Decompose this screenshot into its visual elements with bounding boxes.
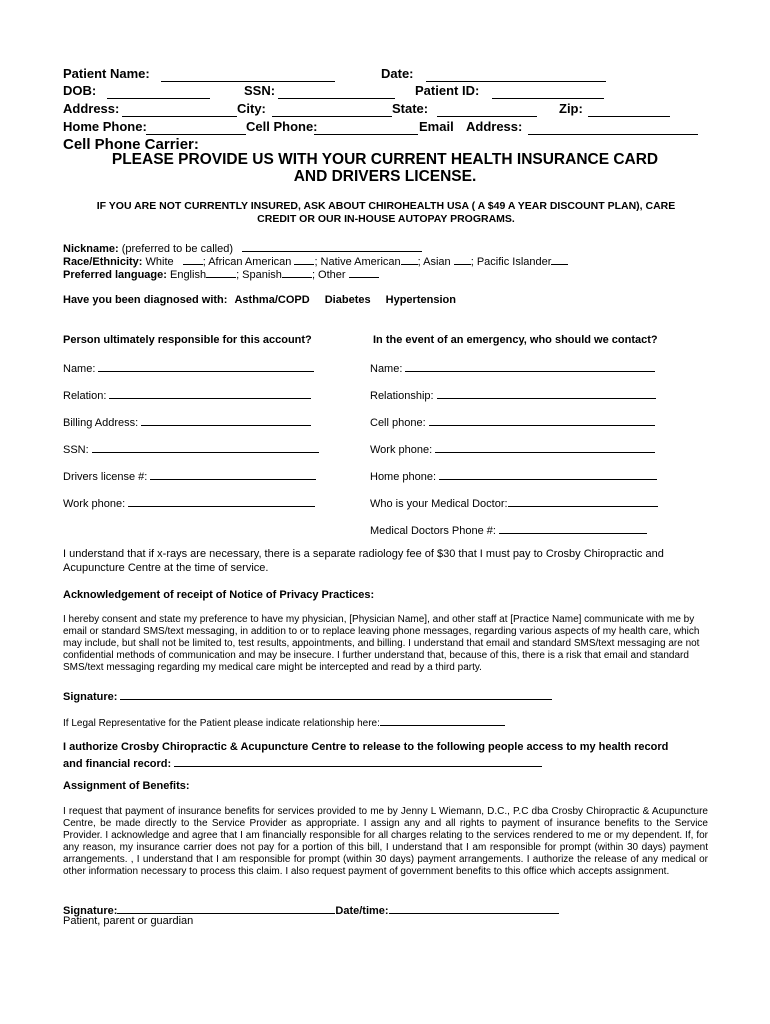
language-other-field[interactable] bbox=[349, 266, 379, 278]
home-phone-field[interactable] bbox=[146, 123, 246, 135]
emergency-work-phone-field[interactable] bbox=[435, 442, 655, 453]
xray-notice-line-2: Acupuncture Centre at the time of service. bbox=[63, 562, 269, 574]
race-african-field[interactable] bbox=[294, 253, 314, 265]
signature-row bbox=[63, 688, 552, 703]
dob-field[interactable] bbox=[107, 87, 210, 99]
responsible-work-phone-row bbox=[63, 496, 315, 510]
uninsured-notice-line-2: CREDIT OR OUR IN-HOUSE AUTOPAY PROGRAMS. bbox=[257, 213, 515, 225]
emergency-doctor-row bbox=[370, 496, 658, 510]
nickname-hint: (preferred to be called) bbox=[121, 243, 233, 255]
privacy-heading: Acknowledgement of receipt of Notice of Privacy Practices: bbox=[63, 589, 375, 601]
race-pacific-field[interactable] bbox=[551, 253, 568, 265]
city-label: City: bbox=[237, 101, 266, 116]
race-native-label: ; Native American bbox=[314, 256, 401, 268]
responsible-license-label: Drivers license #: bbox=[63, 471, 148, 483]
email-address-label: Address: bbox=[466, 119, 523, 134]
responsible-name-label: Name: bbox=[63, 363, 96, 375]
zip-label: Zip: bbox=[559, 101, 583, 116]
assignment-body: I request that payment of insurance benefits for services provided to me by Jenny L Wiemann, D.C., P.C dba Crosby Chiropractic & Acupuncture Centre, be made directly to the Service Provider as appropriate. I assign any and all rights to payment of insurance benefits to the Service Provider. I acknowledge and agree that I am financially responsible for all charges relating to the services rendered to me or my dependent. If, for any reason, my insurance carrier does not pay for a portion of this bill, I understand that I am responsible for prompt (within 30 days) payment arrangements. , I understand that I am responsible for prompt (within 30 days) payment arrangements. I authorize the release of any medical or other information necessary to process this claim. I also request payment of government benefits to this office which accepts assignment. bbox=[63, 806, 708, 877]
uninsured-notice-line-1: IF YOU ARE NOT CURRENTLY INSURED, ASK ABOUT CHIROHEALTH USA ( A $49 A YEAR DISCOUNT PLAN), CARE bbox=[96, 200, 676, 212]
responsible-work-phone-field[interactable] bbox=[128, 496, 315, 507]
diagnosed-row bbox=[63, 294, 456, 306]
race-label: Race/Ethnicity: bbox=[63, 256, 143, 268]
diagnosed-question: Have you been diagnosed with: bbox=[63, 294, 228, 306]
patient-parent-label: Patient, parent or guardian bbox=[63, 915, 194, 927]
emergency-doctor-phone-label: Medical Doctors Phone #: bbox=[370, 525, 496, 537]
responsible-ssn-field[interactable] bbox=[92, 442, 319, 453]
legal-rep-label: If Legal Representative for the Patient please indicate relationship here: bbox=[63, 718, 380, 729]
emergency-doctor-label: Who is your Medical Doctor: bbox=[370, 498, 508, 510]
assignment-heading: Assignment of Benefits: bbox=[63, 780, 190, 792]
state-label: State: bbox=[392, 101, 429, 116]
race-asian-label: ; Asian bbox=[417, 256, 451, 268]
responsible-heading: Person ultimately responsible for this account? bbox=[63, 334, 312, 346]
patient-id-label: Patient ID: bbox=[415, 83, 480, 98]
responsible-name-row bbox=[63, 361, 314, 375]
emergency-name-field[interactable] bbox=[405, 361, 655, 372]
race-white-label: White bbox=[145, 256, 174, 268]
signature-field[interactable] bbox=[120, 688, 552, 700]
responsible-billing-row bbox=[63, 415, 311, 429]
emergency-relationship-label: Relationship: bbox=[370, 390, 434, 402]
emergency-doctor-field[interactable] bbox=[508, 496, 658, 507]
nickname-field[interactable] bbox=[242, 240, 422, 252]
responsible-license-row bbox=[63, 469, 316, 483]
emergency-name-row bbox=[370, 361, 655, 375]
responsible-ssn-row bbox=[63, 442, 319, 456]
nickname-label: Nickname: bbox=[63, 243, 119, 255]
diagnosed-hypertension-option[interactable]: Hypertension bbox=[385, 294, 456, 306]
address-label: Address: bbox=[63, 101, 120, 116]
responsible-relation-field[interactable] bbox=[109, 388, 311, 399]
final-signature-label: Signature: bbox=[63, 905, 118, 917]
ssn-label: SSN: bbox=[244, 83, 276, 98]
address-field[interactable] bbox=[122, 105, 237, 117]
language-other-label: ; Other bbox=[311, 269, 346, 281]
state-field[interactable] bbox=[437, 105, 537, 117]
emergency-name-label: Name: bbox=[370, 363, 403, 375]
emergency-doctor-phone-field[interactable] bbox=[499, 523, 647, 534]
authorize-row bbox=[63, 755, 542, 770]
emergency-relationship-row bbox=[370, 388, 656, 402]
emergency-home-phone-row bbox=[370, 469, 657, 483]
zip-field[interactable] bbox=[588, 105, 670, 117]
emergency-heading: In the event of an emergency, who should we contact? bbox=[373, 334, 658, 346]
language-spanish-label: ; Spanish bbox=[236, 269, 282, 281]
emergency-work-phone-row bbox=[370, 442, 655, 456]
signature-label: Signature: bbox=[63, 691, 118, 703]
cell-carrier-label: Cell Phone Carrier: bbox=[63, 136, 199, 153]
authorize-line-2: and financial record: bbox=[63, 758, 172, 770]
responsible-ssn-label: SSN: bbox=[63, 444, 89, 456]
responsible-billing-label: Billing Address: bbox=[63, 417, 139, 429]
final-datetime-label: Date/time: bbox=[335, 905, 389, 917]
privacy-body: I hereby consent and state my preference to have my physician, [Physician Name], and other staff at [Practice Name] communicate with me by email or standard SMS/text messaging, in addition to or to replace leaving phone messages, regarding various aspects of my health care, which may include, but shall not be limited to, test results, appointments, and billing. I understand that email and standard SMS/text messaging are not confidential methods of communication and may be insecure. I further understand that, because of this, there is a risk that email and standard SMS/text messaging regarding my medical care might be intercepted and read by a third party. bbox=[63, 614, 700, 673]
emergency-cell-field[interactable] bbox=[429, 415, 655, 426]
emergency-home-phone-field[interactable] bbox=[439, 469, 657, 480]
race-pacific-label: ; Pacific Islander bbox=[470, 256, 552, 268]
final-datetime-field[interactable] bbox=[389, 902, 559, 914]
patient-id-field[interactable] bbox=[492, 87, 604, 99]
responsible-license-field[interactable] bbox=[150, 469, 316, 480]
legal-rep-row bbox=[63, 714, 505, 729]
xray-notice-line-1: I understand that if x-rays are necessary, there is a separate radiology fee of $30 that I must pay to Crosby Chiropractic and bbox=[63, 548, 664, 560]
emergency-doctor-phone-row bbox=[370, 523, 647, 537]
diagnosed-diabetes-option[interactable]: Diabetes bbox=[324, 294, 371, 306]
diagnosed-asthma-option[interactable]: Asthma/COPD bbox=[234, 294, 310, 306]
city-field[interactable] bbox=[272, 105, 392, 117]
language-label: Preferred language: bbox=[63, 269, 167, 281]
insurance-title-line-1: PLEASE PROVIDE US WITH YOUR CURRENT HEALTH INSURANCE CARD bbox=[111, 151, 659, 168]
date-field[interactable] bbox=[426, 70, 606, 82]
responsible-relation-row bbox=[63, 388, 311, 402]
responsible-relation-label: Relation: bbox=[63, 390, 107, 402]
legal-rep-field[interactable] bbox=[380, 714, 505, 726]
language-row bbox=[63, 266, 379, 281]
authorize-line-1: I authorize Crosby Chiropractic & Acupuncture Centre to release to the following people access to my health record bbox=[63, 741, 669, 753]
responsible-name-field[interactable] bbox=[98, 361, 314, 372]
race-native-field[interactable] bbox=[401, 253, 418, 265]
cell-phone-field[interactable] bbox=[314, 123, 418, 135]
emergency-relationship-field[interactable] bbox=[437, 388, 656, 399]
language-english-field[interactable] bbox=[206, 266, 236, 278]
home-phone-label: Home Phone: bbox=[63, 119, 147, 134]
email-address-field[interactable] bbox=[528, 123, 698, 135]
patient-name-field[interactable] bbox=[161, 70, 335, 82]
ssn-field[interactable] bbox=[278, 87, 395, 99]
race-asian-field[interactable] bbox=[454, 253, 471, 265]
cell-phone-label: Cell Phone: bbox=[246, 119, 318, 134]
authorize-field[interactable] bbox=[174, 755, 542, 767]
email-label: Email bbox=[419, 119, 454, 134]
responsible-billing-field[interactable] bbox=[141, 415, 311, 426]
final-signature-field[interactable] bbox=[117, 902, 335, 914]
race-white-field[interactable] bbox=[183, 253, 203, 265]
responsible-work-phone-label: Work phone: bbox=[63, 498, 126, 510]
race-african-label: ; African American bbox=[202, 256, 292, 268]
emergency-cell-row bbox=[370, 415, 655, 429]
language-english-label: English bbox=[169, 269, 207, 281]
emergency-work-phone-label: Work phone: bbox=[370, 444, 433, 456]
language-spanish-field[interactable] bbox=[282, 266, 312, 278]
patient-name-label: Patient Name: bbox=[63, 66, 150, 81]
dob-label: DOB: bbox=[63, 83, 97, 98]
date-label: Date: bbox=[381, 66, 414, 81]
emergency-cell-label: Cell phone: bbox=[370, 417, 426, 429]
insurance-title-line-2: AND DRIVERS LICENSE. bbox=[293, 168, 477, 185]
emergency-home-phone-label: Home phone: bbox=[370, 471, 437, 483]
